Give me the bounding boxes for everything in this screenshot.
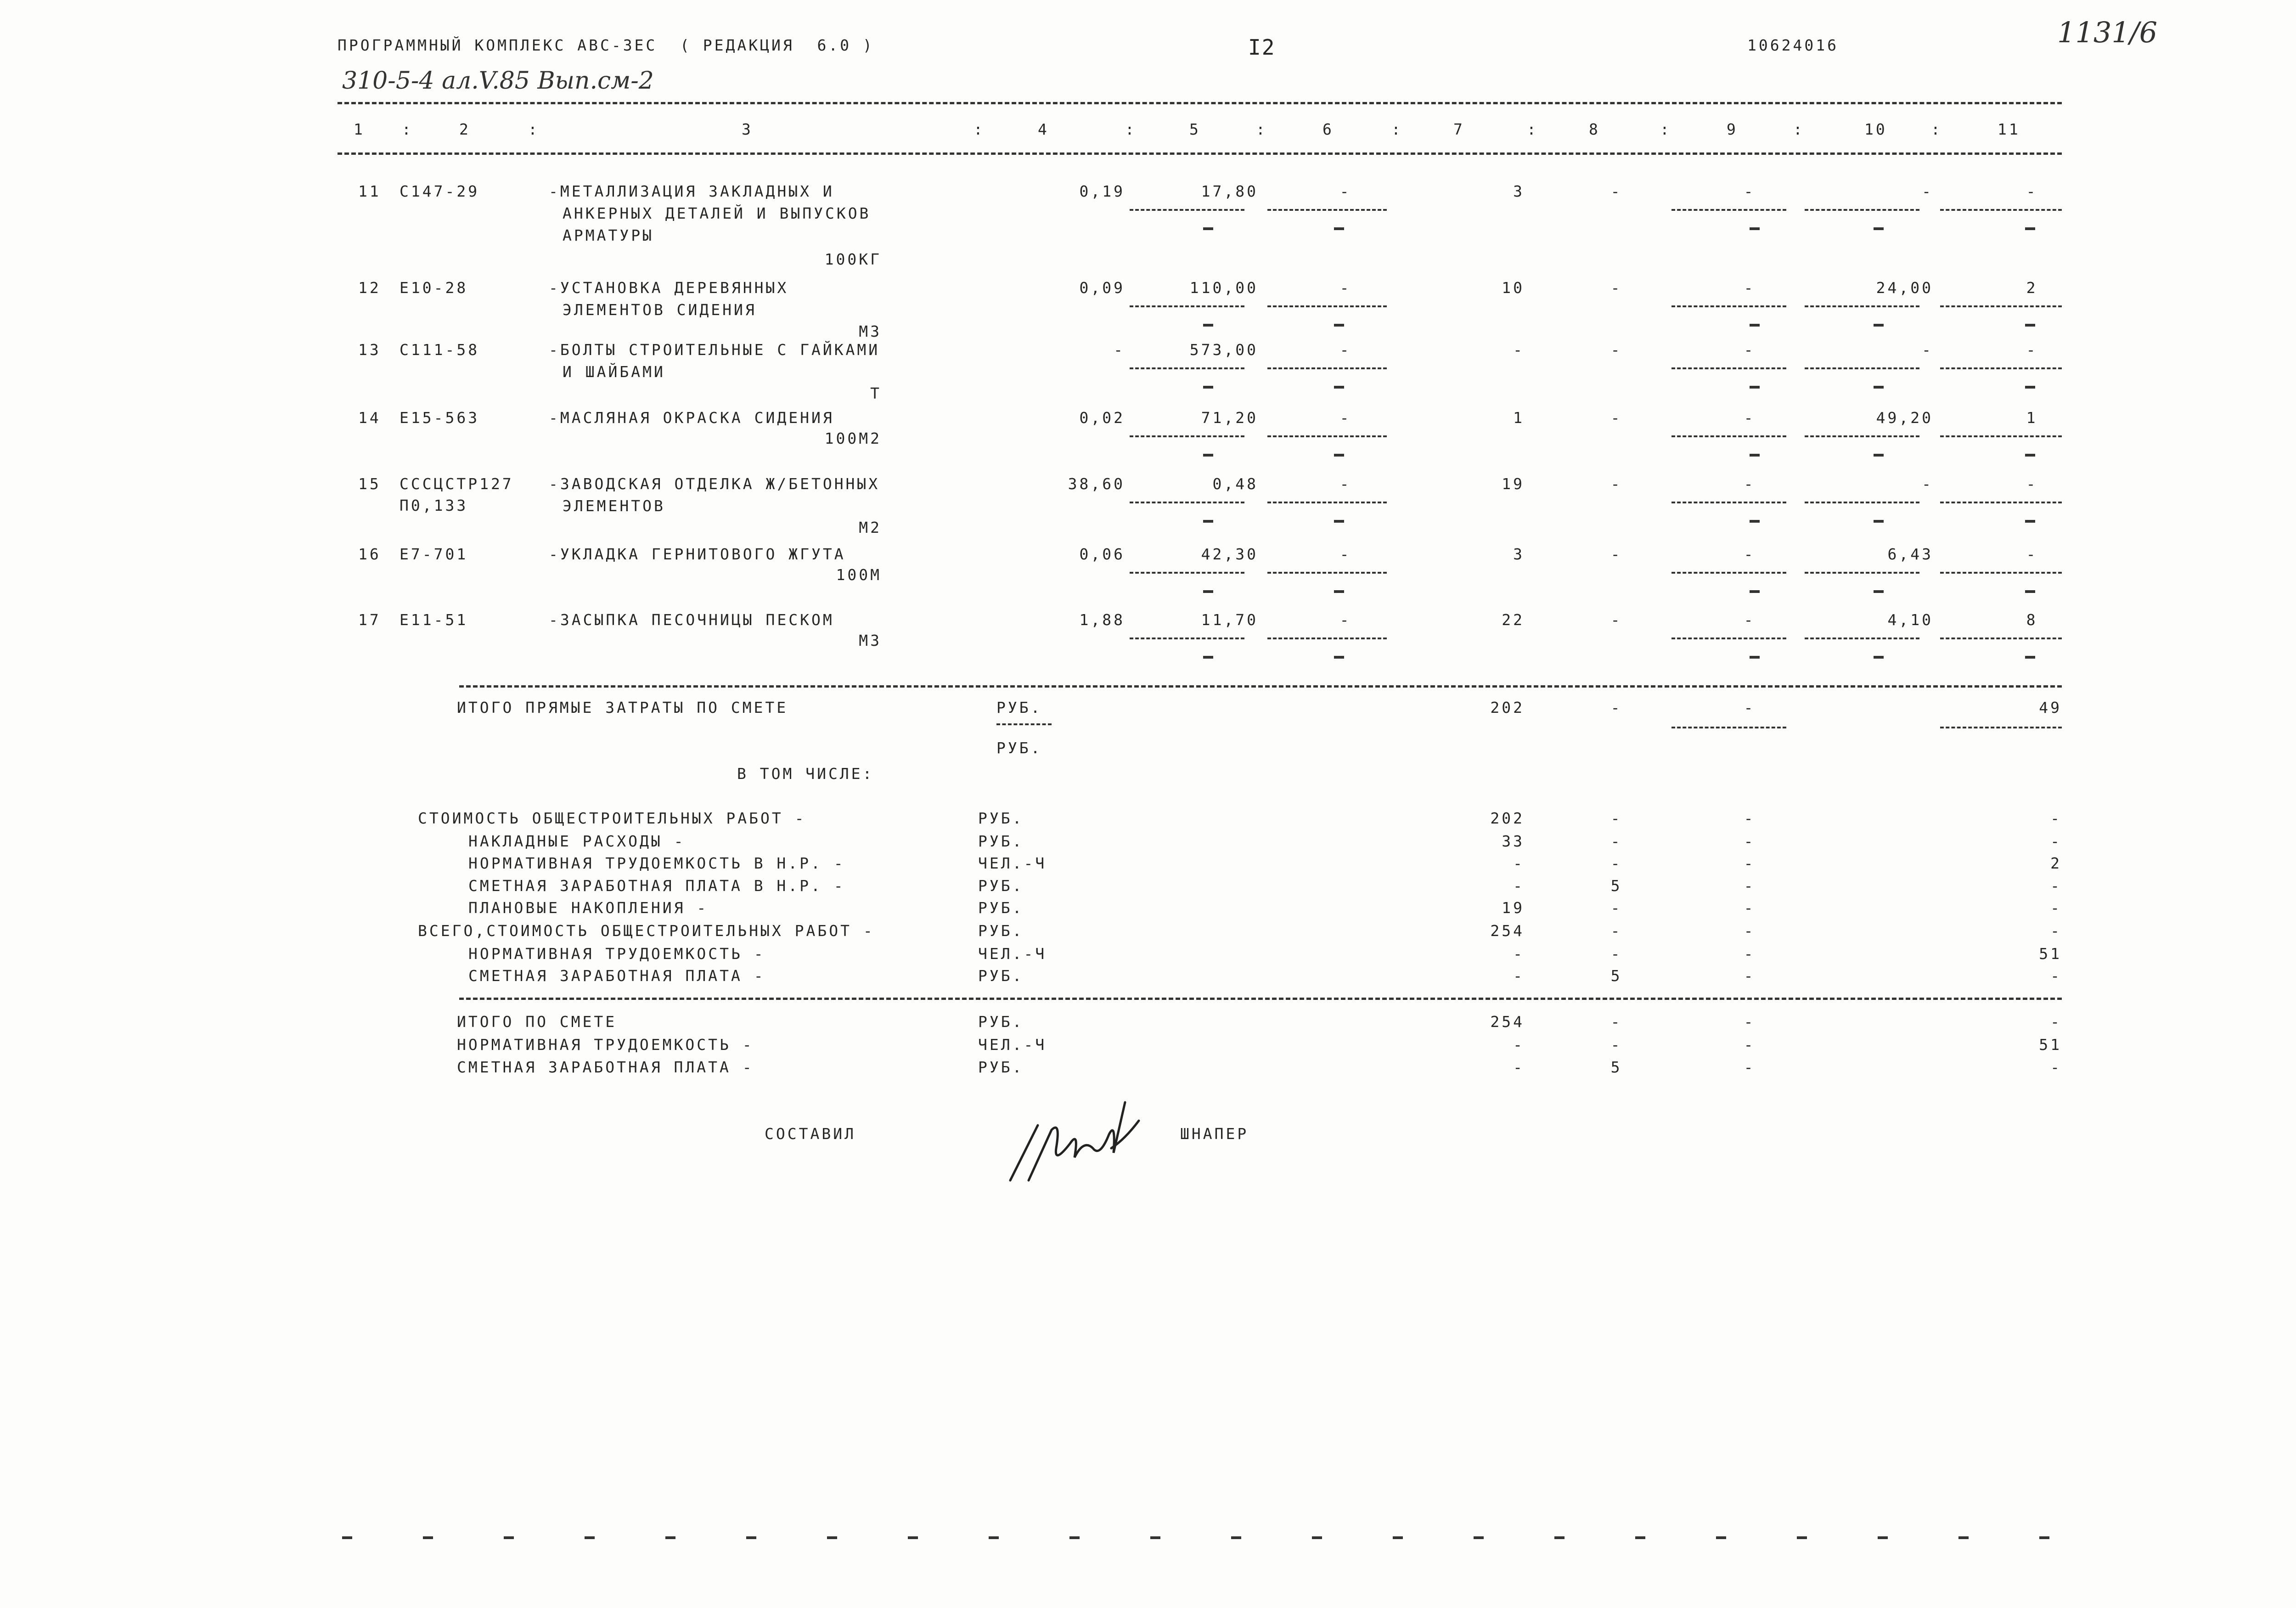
cell-dash	[2025, 454, 2035, 457]
row-c10: -	[1922, 475, 1933, 493]
breakdown-col9: -	[1744, 967, 1756, 985]
row-unit: М3	[859, 632, 882, 649]
compiled-by-label: СОСТАВИЛ	[765, 1125, 856, 1143]
row-description-line: И ШАЙБАМИ	[563, 363, 665, 381]
including-heading: В ТОМ ЧИСЛЕ:	[737, 765, 874, 783]
direct-sub-rule-9	[1671, 727, 1786, 728]
cell-dash	[1750, 227, 1760, 230]
row-c7: -	[1513, 341, 1525, 359]
column-number: 6	[1322, 120, 1334, 138]
cell-sub-rule	[1940, 638, 2062, 639]
breakdown-col7: -	[1513, 854, 1525, 872]
cell-sub-rule	[1671, 367, 1786, 369]
row-c10: -	[1922, 182, 1933, 200]
header-bottom-rule	[338, 152, 2062, 155]
row-c8: -	[1610, 182, 1622, 200]
cell-dash	[2025, 227, 2035, 230]
row-code: Е7-701	[400, 545, 468, 563]
cell-sub-rule	[1130, 435, 1244, 437]
final-col8: -	[1610, 1036, 1622, 1054]
row-c11: -	[2026, 341, 2038, 359]
breakdown-col7: 254	[1490, 922, 1525, 940]
breakdown-col11: 2	[2050, 854, 2062, 872]
direct-sub-rule-11	[1940, 727, 2062, 728]
document-number: 10624016	[1747, 36, 1839, 54]
row-code: Е10-28	[400, 279, 468, 297]
perforation-mark	[1797, 1536, 1807, 1539]
cell-sub-rule	[1805, 435, 1919, 437]
breakdown-col7: -	[1513, 877, 1525, 895]
final-col9: -	[1744, 1036, 1756, 1054]
column-number: 3	[742, 120, 753, 138]
row-c9: -	[1744, 475, 1756, 493]
handwritten-reference: 310-5-4 ал.V.85 Вып.см-2	[342, 67, 654, 95]
column-separator: :	[974, 120, 985, 138]
cell-dash	[1874, 590, 1884, 593]
perforation-mark	[1069, 1536, 1080, 1539]
perforation-mark	[1231, 1536, 1241, 1539]
perforation-mark	[342, 1536, 352, 1539]
row-c5: 17,80	[1201, 182, 1258, 200]
breakdown-col8: -	[1610, 899, 1622, 917]
cell-sub-rule	[1805, 367, 1919, 369]
row-c11: 1	[2026, 409, 2038, 427]
column-number: 9	[1727, 120, 1738, 138]
cell-sub-rule	[1130, 305, 1244, 307]
row-unit: Т	[870, 384, 882, 402]
cell-sub-rule	[1671, 209, 1786, 211]
cell-sub-rule	[1130, 572, 1244, 574]
breakdown-col9: -	[1744, 922, 1756, 940]
unit-underline	[996, 723, 1052, 725]
row-description-line: -УКЛАДКА ГЕРНИТОВОГО ЖГУТА	[549, 545, 846, 563]
breakdown-col11: -	[2050, 832, 2062, 850]
final-col7: -	[1513, 1058, 1525, 1076]
perforation-mark	[1312, 1536, 1322, 1539]
column-number: 8	[1589, 120, 1600, 138]
final-unit: РУБ.	[978, 1013, 1024, 1031]
row-c11: -	[2026, 545, 2038, 563]
row-description-line: ЭЛЕМЕНТОВ СИДЕНИЯ	[563, 301, 757, 319]
perforation-mark	[1878, 1536, 1888, 1539]
breakdown-label: НОРМАТИВНАЯ ТРУДОЕМКОСТЬ В Н.Р. -	[468, 854, 845, 872]
row-number: 11	[358, 182, 381, 200]
cell-sub-rule	[1267, 367, 1387, 369]
perforation-mark	[908, 1536, 918, 1539]
row-description-line: -УСТАНОВКА ДЕРЕВЯННЫХ	[549, 279, 789, 297]
breakdown-unit: РУБ.	[978, 967, 1024, 985]
cell-dash	[1203, 454, 1213, 457]
cell-dash	[1750, 520, 1760, 523]
breakdown-unit: РУБ.	[978, 832, 1024, 850]
breakdown-col9: -	[1744, 899, 1756, 917]
breakdown-col7: -	[1513, 945, 1525, 963]
signer-name: ШНАПЕР	[1180, 1125, 1249, 1143]
cell-sub-rule	[1671, 572, 1786, 574]
breakdown-col7: -	[1513, 967, 1525, 985]
row-code: Е11-51	[400, 611, 468, 629]
breakdown-unit: РУБ.	[978, 809, 1024, 827]
row-c9: -	[1744, 182, 1756, 200]
breakdown-col8: -	[1610, 832, 1622, 850]
breakdown-col9: -	[1744, 809, 1756, 827]
cell-sub-rule	[1805, 572, 1919, 574]
row-c8: -	[1610, 279, 1622, 297]
cell-sub-rule	[1130, 502, 1244, 503]
perforation-mark	[423, 1536, 433, 1539]
row-c4: 1,88	[1079, 611, 1125, 629]
column-separator: :	[1931, 120, 1942, 138]
column-separator: :	[1125, 120, 1137, 138]
row-c9: -	[1744, 545, 1756, 563]
cell-sub-rule	[1805, 502, 1919, 503]
column-separator: :	[1660, 120, 1671, 138]
final-col9: -	[1744, 1058, 1756, 1076]
cell-dash	[1334, 227, 1344, 230]
cell-dash	[2025, 386, 2035, 389]
row-c4: 38,60	[1068, 475, 1125, 493]
cell-sub-rule	[1267, 209, 1387, 211]
breakdown-label: НАКЛАДНЫЕ РАСХОДЫ -	[468, 832, 686, 850]
column-number: 10	[1864, 120, 1887, 138]
cell-dash	[1334, 324, 1344, 327]
cell-dash	[1874, 520, 1884, 523]
row-c5: 110,00	[1189, 279, 1258, 297]
perforation-mark	[1474, 1536, 1484, 1539]
column-separator: :	[1256, 120, 1267, 138]
cell-sub-rule	[1267, 305, 1387, 307]
breakdown-label: СМЕТНАЯ ЗАРАБОТНАЯ ПЛАТА -	[468, 967, 765, 985]
row-c8: -	[1610, 475, 1622, 493]
cell-dash	[1874, 454, 1884, 457]
cell-sub-rule	[1805, 209, 1919, 211]
row-description-line: ЭЛЕМЕНТОВ	[563, 497, 665, 515]
cell-dash	[1203, 656, 1213, 659]
cell-dash	[1750, 324, 1760, 327]
row-c8: -	[1610, 545, 1622, 563]
row-description-line: -МЕТАЛЛИЗАЦИЯ ЗАКЛАДНЫХ И	[549, 182, 834, 200]
direct-costs-col11: 49	[2039, 699, 2062, 717]
breakdown-label: НОРМАТИВНАЯ ТРУДОЕМКОСТЬ -	[468, 945, 765, 963]
final-col11: -	[2050, 1058, 2062, 1076]
breakdown-label: СМЕТНАЯ ЗАРАБОТНАЯ ПЛАТА В Н.Р. -	[468, 877, 845, 895]
row-c9: -	[1744, 409, 1756, 427]
final-col11: -	[2050, 1013, 2062, 1031]
row-description-line: -МАСЛЯНАЯ ОКРАСКА СИДЕНИЯ	[549, 409, 834, 427]
breakdown-unit: РУБ.	[978, 877, 1024, 895]
cell-dash	[1750, 590, 1760, 593]
cell-dash	[1203, 227, 1213, 230]
row-number: 14	[358, 409, 381, 427]
cell-sub-rule	[1130, 367, 1244, 369]
top-rule	[338, 102, 2062, 104]
row-c4: -	[1114, 341, 1125, 359]
row-c7: 22	[1502, 611, 1525, 629]
row-c6: -	[1339, 182, 1351, 200]
cell-dash	[2025, 520, 2035, 523]
row-description-line: -ЗАСЫПКА ПЕСОЧНИЦЫ ПЕСКОМ	[549, 611, 834, 629]
cell-sub-rule	[1267, 435, 1387, 437]
signature	[1001, 1084, 1157, 1194]
cell-sub-rule	[1940, 502, 2062, 503]
perforation-mark	[585, 1536, 595, 1539]
perforation-mark	[1554, 1536, 1564, 1539]
page-number: I2	[1248, 35, 1276, 60]
cell-dash	[1874, 324, 1884, 327]
row-c10: 4,10	[1887, 611, 1933, 629]
column-separator: :	[528, 120, 540, 138]
cell-sub-rule	[1940, 305, 2062, 307]
row-number: 15	[358, 475, 381, 493]
cell-dash	[1334, 454, 1344, 457]
column-separator: :	[1793, 120, 1805, 138]
perforation-mark	[504, 1536, 514, 1539]
row-c7: 3	[1513, 545, 1525, 563]
column-separator: :	[1391, 120, 1403, 138]
row-c6: -	[1339, 545, 1351, 563]
cell-dash	[1750, 454, 1760, 457]
cell-dash	[1750, 656, 1760, 659]
row-c9: -	[1744, 611, 1756, 629]
row-unit: М3	[859, 322, 882, 340]
row-code: С147-29	[400, 182, 480, 200]
row-c9: -	[1744, 279, 1756, 297]
row-c9: -	[1744, 341, 1756, 359]
row-c6: -	[1339, 409, 1351, 427]
cell-dash	[1334, 590, 1344, 593]
cell-sub-rule	[1671, 638, 1786, 639]
cell-sub-rule	[1940, 435, 2062, 437]
breakdown-unit: РУБ.	[978, 899, 1024, 917]
breakdown-col9: -	[1744, 945, 1756, 963]
cell-dash	[1203, 520, 1213, 523]
final-col7: -	[1513, 1036, 1525, 1054]
breakdown-col8: 5	[1610, 967, 1622, 985]
column-number: 1	[354, 120, 365, 138]
direct-costs-col7: 202	[1490, 699, 1525, 717]
final-unit: ЧЕЛ.-Ч	[978, 1036, 1047, 1054]
row-c4: 0,09	[1079, 279, 1125, 297]
cell-dash	[1334, 656, 1344, 659]
row-unit: 100КГ	[824, 250, 882, 268]
row-c11: 8	[2026, 611, 2038, 629]
cell-sub-rule	[1805, 638, 1919, 639]
row-code: Е15-563	[400, 409, 480, 427]
row-c7: 10	[1502, 279, 1525, 297]
final-col8: -	[1610, 1013, 1622, 1031]
direct-costs-col9: -	[1744, 699, 1756, 717]
cell-dash	[2025, 656, 2035, 659]
final-col8: 5	[1610, 1058, 1622, 1076]
row-c6: -	[1339, 341, 1351, 359]
breakdown-col9: -	[1744, 854, 1756, 872]
breakdown-label: ПЛАНОВЫЕ НАКОПЛЕНИЯ -	[468, 899, 709, 917]
column-number: 5	[1189, 120, 1201, 138]
row-code: С111-58	[400, 341, 480, 359]
breakdown-col7: 19	[1502, 899, 1525, 917]
perforation-mark	[746, 1536, 756, 1539]
final-col7: 254	[1490, 1013, 1525, 1031]
row-unit: 100М	[836, 566, 882, 584]
row-c8: -	[1610, 409, 1622, 427]
direct-costs-col8: -	[1610, 699, 1622, 717]
row-c10: 24,00	[1876, 279, 1933, 297]
row-number: 17	[358, 611, 381, 629]
column-separator: :	[402, 120, 413, 138]
final-unit: РУБ.	[978, 1058, 1024, 1076]
cell-dash	[1750, 386, 1760, 389]
row-description-line: АРМАТУРЫ	[563, 226, 654, 244]
row-c5: 573,00	[1189, 341, 1258, 359]
cell-dash	[1874, 227, 1884, 230]
cell-sub-rule	[1130, 209, 1244, 211]
breakdown-col11: -	[2050, 967, 2062, 985]
cell-dash	[1203, 324, 1213, 327]
breakdown-label: СТОИМОСТЬ ОБЩЕСТРОИТЕЛЬНЫХ РАБОТ -	[418, 809, 806, 827]
row-code: СССЦСТР127	[400, 475, 514, 493]
row-c7: 19	[1502, 475, 1525, 493]
breakdown-col7: 33	[1502, 832, 1525, 850]
row-number: 16	[358, 545, 381, 563]
perforation-mark	[1393, 1536, 1403, 1539]
cell-dash	[1334, 386, 1344, 389]
direct-costs-unit: РУБ.	[996, 699, 1042, 717]
breakdown-col8: -	[1610, 809, 1622, 827]
breakdown-col11: -	[2050, 809, 2062, 827]
row-c11: -	[2026, 182, 2038, 200]
row-c4: 0,02	[1079, 409, 1125, 427]
row-c6: -	[1339, 279, 1351, 297]
cell-sub-rule	[1671, 305, 1786, 307]
breakdown-col9: -	[1744, 832, 1756, 850]
final-rule	[459, 998, 2062, 1000]
cell-dash	[2025, 590, 2035, 593]
row-c8: -	[1610, 341, 1622, 359]
breakdown-col9: -	[1744, 877, 1756, 895]
breakdown-unit: ЧЕЛ.-Ч	[978, 945, 1047, 963]
cell-sub-rule	[1940, 209, 2062, 211]
cell-dash	[1203, 386, 1213, 389]
row-description-line: -ЗАВОДСКАЯ ОТДЕЛКА Ж/БЕТОННЫХ	[549, 475, 880, 493]
perforation-mark	[1635, 1536, 1645, 1539]
cell-sub-rule	[1130, 638, 1244, 639]
row-c6: -	[1339, 475, 1351, 493]
row-c10: 6,43	[1887, 545, 1933, 563]
cell-dash	[1874, 656, 1884, 659]
perforation-mark	[665, 1536, 675, 1539]
breakdown-col8: -	[1610, 945, 1622, 963]
row-c10: -	[1922, 341, 1933, 359]
row-c4: 0,06	[1079, 545, 1125, 563]
breakdown-col11: -	[2050, 877, 2062, 895]
perforation-mark	[1150, 1536, 1160, 1539]
row-c7: 3	[1513, 182, 1525, 200]
column-separator: :	[1527, 120, 1538, 138]
breakdown-col8: 5	[1610, 877, 1622, 895]
totals-rule	[459, 685, 2062, 688]
breakdown-unit: ЧЕЛ.-Ч	[978, 854, 1047, 872]
perforation-mark	[989, 1536, 999, 1539]
row-c10: 49,20	[1876, 409, 1933, 427]
final-col11: 51	[2039, 1036, 2062, 1054]
cell-sub-rule	[1940, 367, 2062, 369]
cell-dash	[1334, 520, 1344, 523]
perforation-mark	[1716, 1536, 1726, 1539]
column-number: 2	[459, 120, 471, 138]
cell-sub-rule	[1671, 435, 1786, 437]
row-c11: -	[2026, 475, 2038, 493]
row-c5: 71,20	[1201, 409, 1258, 427]
perforation-mark	[2039, 1536, 2049, 1539]
row-description-line: АНКЕРНЫХ ДЕТАЛЕЙ И ВЫПУСКОВ	[563, 204, 871, 222]
cell-sub-rule	[1805, 305, 1919, 307]
perforation-mark	[1958, 1536, 1969, 1539]
breakdown-col8: -	[1610, 854, 1622, 872]
cell-sub-rule	[1267, 502, 1387, 503]
row-c4: 0,19	[1079, 182, 1125, 200]
perforation-mark	[827, 1536, 837, 1539]
direct-costs-unit-2: РУБ.	[996, 739, 1042, 757]
row-c6: -	[1339, 611, 1351, 629]
breakdown-col11: -	[2050, 899, 2062, 917]
direct-costs-label: ИТОГО ПРЯМЫЕ ЗАТРАТЫ ПО СМЕТЕ	[457, 699, 788, 717]
breakdown-col7: 202	[1490, 809, 1525, 827]
breakdown-label: ВСЕГО,СТОИМОСТЬ ОБЩЕСТРОИТЕЛЬНЫХ РАБОТ -	[418, 922, 875, 940]
final-label: ИТОГО ПО СМЕТЕ	[457, 1013, 617, 1031]
handwritten-corner-number: 1131/6	[2057, 16, 2158, 49]
cell-sub-rule	[1940, 572, 2062, 574]
row-code-secondary: П0,133	[400, 497, 468, 514]
program-title: ПРОГРАММНЫЙ КОМПЛЕКС АВС-3ЕС ( РЕДАКЦИЯ 6.0 )	[338, 36, 874, 54]
breakdown-col11: 51	[2039, 945, 2062, 963]
breakdown-col11: -	[2050, 922, 2062, 940]
cell-dash	[2025, 324, 2035, 327]
row-number: 12	[358, 279, 381, 297]
row-unit: М2	[859, 519, 882, 536]
row-c7: 1	[1513, 409, 1525, 427]
row-description-line: -БОЛТЫ СТРОИТЕЛЬНЫЕ С ГАЙКАМИ	[549, 341, 880, 359]
cell-dash	[1874, 386, 1884, 389]
final-col9: -	[1744, 1013, 1756, 1031]
final-label: СМЕТНАЯ ЗАРАБОТНАЯ ПЛАТА -	[457, 1058, 754, 1076]
cell-dash	[1203, 590, 1213, 593]
column-number: 11	[1998, 120, 2020, 138]
row-number: 13	[358, 341, 381, 359]
row-unit: 100М2	[824, 429, 882, 447]
row-c5: 42,30	[1201, 545, 1258, 563]
cell-sub-rule	[1267, 638, 1387, 639]
row-c8: -	[1610, 611, 1622, 629]
breakdown-unit: РУБ.	[978, 922, 1024, 940]
row-c5: 0,48	[1212, 475, 1258, 493]
cell-sub-rule	[1267, 572, 1387, 574]
column-number: 4	[1038, 120, 1049, 138]
column-number: 7	[1453, 120, 1465, 138]
row-c11: 2	[2026, 279, 2038, 297]
row-c5: 11,70	[1201, 611, 1258, 629]
final-label: НОРМАТИВНАЯ ТРУДОЕМКОСТЬ -	[457, 1036, 754, 1054]
breakdown-col8: -	[1610, 922, 1622, 940]
cell-sub-rule	[1671, 502, 1786, 503]
